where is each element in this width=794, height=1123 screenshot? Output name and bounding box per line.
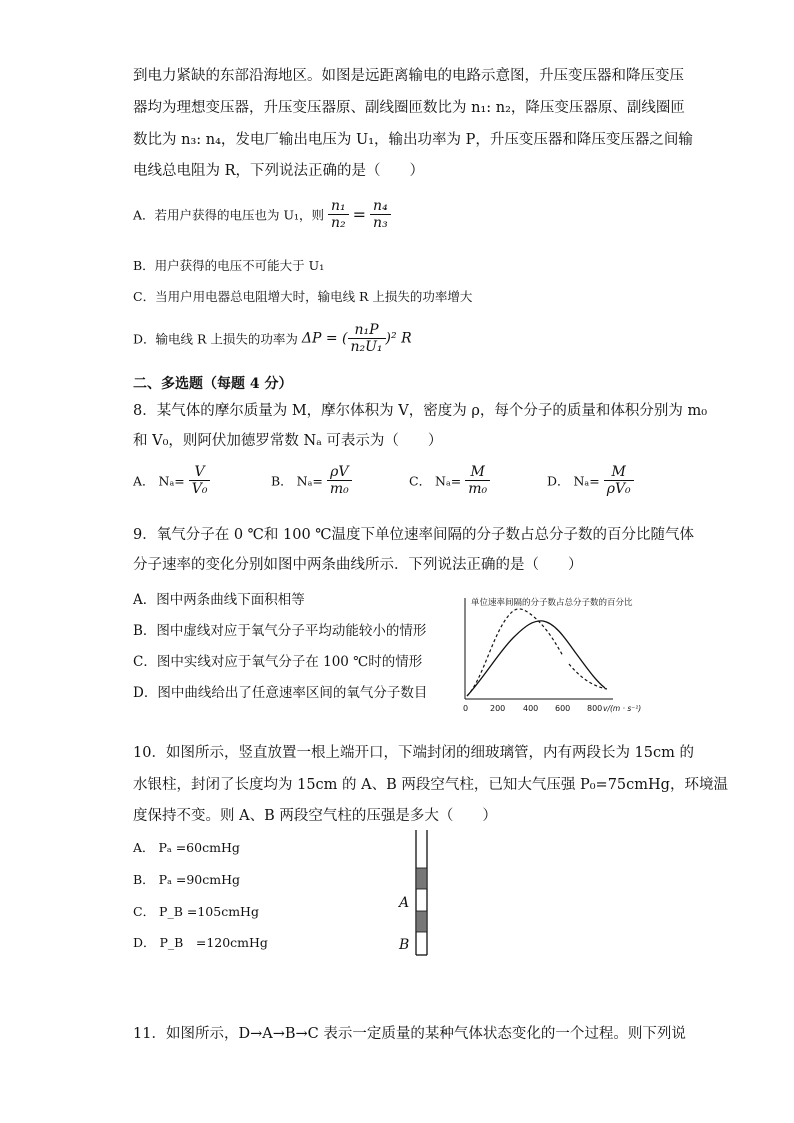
mercury-column-lower — [416, 911, 427, 932]
q10-option-c[interactable]: C． P_B =105cmHg — [133, 904, 259, 919]
q7-option-a-frac1 — [328, 198, 349, 231]
x-tick: 0 — [463, 704, 469, 713]
q7-option-c[interactable]: C．当用户用电器总电阻增大时，输电线 R 上损失的功率增大 — [133, 289, 473, 304]
frac-denominator: n₃ — [373, 215, 388, 231]
frac-numerator: n₁P — [348, 322, 386, 339]
q7-option-d-frac — [348, 322, 386, 355]
chart-title: 单位速率间隔的分子数占总分子数的百分比 — [471, 598, 633, 608]
q8-option-c-frac — [465, 464, 490, 497]
q8-line-1: 8．某气体的摩尔质量为 M，摩尔体积为 V，密度为 ρ，每个分子的质量和体积分别为 m₀ — [133, 403, 708, 419]
q8-line-2: 和 V₀，则阿伏加德罗常数 Nₐ 可表示为（ ） — [133, 433, 443, 449]
section-2-title: 二、多选题（每题 4 分） — [133, 376, 293, 392]
q7-option-d[interactable] — [133, 322, 412, 355]
mercury-column-upper — [416, 868, 427, 889]
q7-line-4: 电线总电阻为 R，下列说法正确的是（ ） — [133, 163, 425, 179]
q9-option-c[interactable]: C．图中实线对应于氧气分子在 100 ℃时的情形 — [133, 654, 423, 670]
solid-curve — [467, 621, 605, 696]
speed-distribution-figure — [455, 592, 665, 720]
frac-numerator: ρV — [327, 464, 352, 481]
frac-denominator: V₀ — [191, 481, 208, 497]
frac-denominator: n₂U₁ — [350, 339, 383, 355]
q8-option-label: C． Nₐ= — [409, 473, 462, 489]
frac-denominator: ρV₀ — [606, 481, 631, 497]
frac-numerator: n₄ — [370, 198, 391, 215]
q9-line-2: 分子速率的变化分别如图中两条曲线所示．下列说法正确的是（ ） — [133, 557, 583, 573]
q10-option-a[interactable]: A． Pₐ =60cmHg — [133, 840, 240, 855]
q8-option-label: A． Nₐ= — [133, 473, 185, 489]
q7-option-d-text: D．输电线 R 上损失的功率为 — [133, 331, 298, 347]
q8-option-b[interactable] — [271, 464, 352, 497]
q7-line-2: 器均为理想变压器，升压变压器原、副线圈匝数比为 n₁: n₂，降压变压器原、副线圈匝 — [133, 100, 685, 116]
q7-option-a-frac2 — [370, 198, 391, 231]
q9-line-1: 9．氧气分子在 0 ℃和 100 ℃温度下单位速率间隔的分子数占总分子数的百分比随气体 — [133, 527, 695, 543]
q11-line-1: 11．如图所示，D→A→B→C 表示一定质量的某种气体状态变化的一个过程。则下列说 — [133, 1026, 686, 1042]
q10-option-b[interactable]: B． Pₐ =90cmHg — [133, 872, 241, 887]
x-tick: 800 — [587, 704, 603, 713]
q9-option-a[interactable]: A．图中两条曲线下面积相等 — [133, 592, 305, 608]
q7-line-3: 数比为 n₃: n₄，发电厂输出电压为 U₁，输出功率为 P，升压变压器和降压变压器之间输 — [133, 132, 693, 148]
q8-option-c[interactable] — [409, 464, 490, 497]
frac-numerator: M — [604, 464, 634, 481]
x-tick: 600 — [555, 704, 571, 713]
x-tick: 200 — [490, 704, 506, 713]
q9-option-d[interactable]: D．图中曲线给出了任意速率区间的氧气分子数目 — [133, 685, 428, 701]
q10-line-1: 10．如图所示，竖直放置一根上端开口，下端封闭的细玻璃管，内有两段长为 15cm 的 — [133, 745, 694, 761]
dashed-curve — [467, 609, 563, 696]
q7-line-1: 到电力紧缺的东部沿海地区。如图是远距离输电的电路示意图，升压变压器和降压变压 — [133, 68, 684, 84]
q8-option-a[interactable] — [133, 464, 210, 497]
q8-option-label: D． Nₐ= — [547, 473, 600, 489]
q10-line-2: 水银柱，封闭了长度均为 15cm 的 A、B 两段空气柱，已知大气压强 P₀=75cmHg，环境温 — [133, 777, 728, 793]
q7-option-a-eq: = — [352, 205, 367, 224]
frac-denominator: m₀ — [329, 481, 349, 497]
glass-tube-figure — [390, 828, 440, 958]
frac-numerator: n₁ — [328, 198, 349, 215]
q10-line-3: 度保持不变。则 A、B 两段空气柱的压强是多大（ ） — [133, 808, 497, 824]
q8-option-a-frac — [189, 464, 211, 497]
q8-option-d-frac — [604, 464, 634, 497]
air-column-label-b: B — [399, 937, 410, 953]
q9-option-b[interactable]: B．图中虚线对应于氧气分子平均动能较小的情形 — [133, 623, 427, 639]
q7-option-d-formula-left: ΔP = ( — [301, 330, 348, 347]
q10-option-d[interactable]: D． P_B =120cmHg — [133, 935, 268, 950]
x-tick: 400 — [523, 704, 539, 713]
q7-option-a-text: A．若用户获得的电压也为 U₁，则 — [133, 207, 325, 223]
air-column-label-a: A — [399, 895, 410, 911]
x-axis-label: v/(m · s⁻¹) — [603, 704, 642, 713]
frac-numerator: V — [189, 464, 211, 481]
frac-denominator: n₂ — [331, 215, 346, 231]
q7-option-a[interactable] — [133, 198, 391, 231]
q8-option-d[interactable] — [547, 464, 634, 497]
q8-option-b-frac — [327, 464, 352, 497]
q7-option-b[interactable]: B．用户获得的电压不可能大于 U₁ — [133, 258, 325, 273]
q8-option-label: B． Nₐ= — [271, 473, 323, 489]
frac-denominator: m₀ — [468, 481, 488, 497]
frac-numerator: M — [465, 464, 490, 481]
q7-option-d-formula-right: )² R — [385, 330, 412, 347]
